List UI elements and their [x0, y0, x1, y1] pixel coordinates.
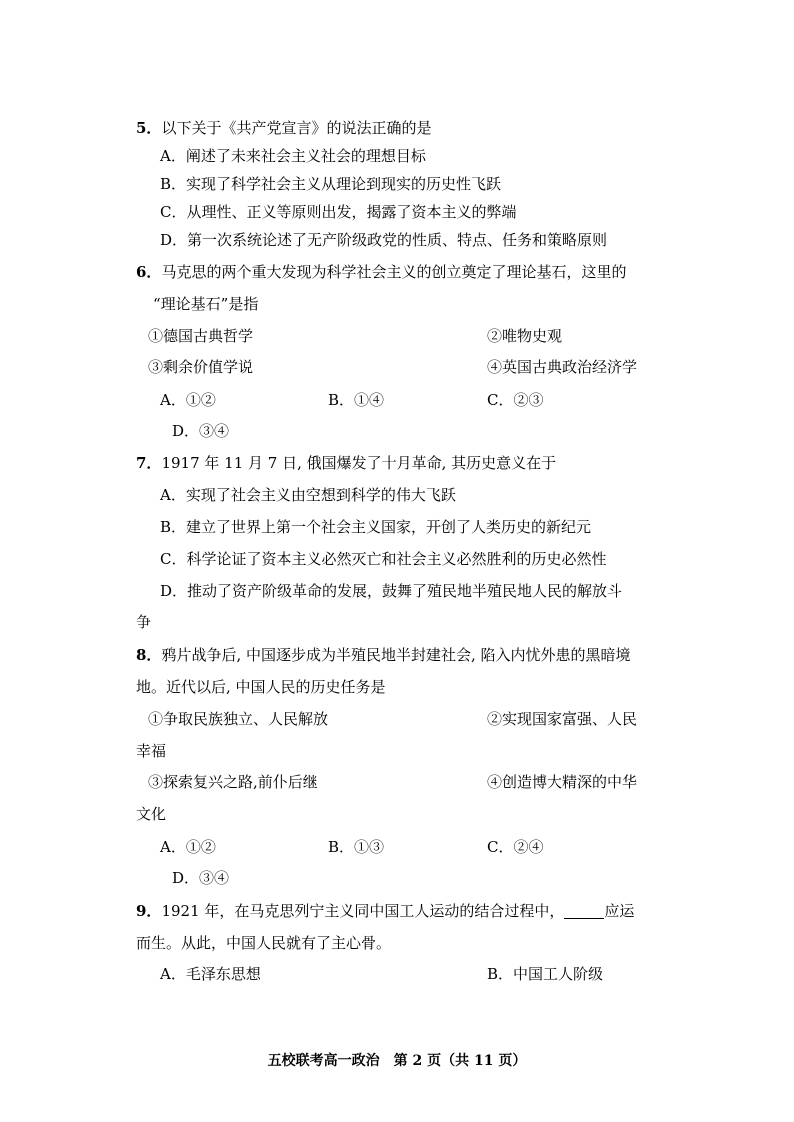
q8-statement-1: ①争取民族独立、人民解放 [148, 710, 329, 728]
q7-option-b: B．建立了世界上第一个社会主义国家，开创了人类历史的新纪元 [160, 518, 592, 536]
q5-number: 5． [136, 119, 162, 137]
q6-statement-2: ②唯物史观 [487, 327, 563, 345]
q8-stem-text-2: 地。近代以后, 中国人民的历史任务是 [136, 678, 386, 696]
q9-stem-text-2: 应运 [604, 902, 635, 920]
q5-option-c: C．从理性、正义等原则出发，揭露了资本主义的弊端 [160, 203, 517, 221]
q5-stem [136, 118, 431, 138]
q7-stem-text: 1917 年 11 月 7 日, 俄国爆发了十月革命, 其历史意义在于 [161, 454, 557, 472]
q6-stem-text-1: 马克思的两个重大发现为科学社会主义的创立奠定了理论基石，这里的 [161, 263, 627, 281]
q8-stem-text-1: 鸦片战争后, 中国逐步成为半殖民地半封建社会, 陷入内忧外患的黑暗境 [161, 646, 631, 664]
q9-stem-text-1: 1921 年，在马克思列宁主义同中国工人运动的结合过程中， [161, 902, 565, 920]
q5-option-a: A．阐述了未来社会主义社会的理想目标 [160, 147, 426, 165]
q5-option-d: D．第一次系统论述了无产阶级政党的性质、特点、任务和策略原则 [160, 231, 608, 249]
q9-option-b: B．中国工人阶级 [487, 965, 604, 983]
q8-option-d: D．③④ [172, 869, 230, 887]
q6-statement-3: ③剩余价值学说 [148, 358, 254, 376]
q6-number: 6． [136, 263, 162, 281]
q6-option-a: A．①② [160, 391, 216, 409]
q6-statement-4: ④英国古典政治经济学 [487, 358, 638, 376]
q8-statement-3: ③探索复兴之路,前仆后继 [148, 773, 318, 791]
q6-stem [136, 262, 626, 282]
q8-option-c: C．②④ [487, 838, 544, 856]
q5-stem-text: 以下关于《共产党宣言》的说法正确的是 [161, 119, 432, 137]
q6-option-b: B．①④ [328, 391, 385, 409]
q8-stem [136, 645, 631, 665]
q8-number: 8． [136, 646, 162, 664]
q8-statement-4-line2: 文化 [136, 805, 167, 823]
q8-statement-4-line1: ④创造博大精深的中华 [487, 773, 638, 791]
q6-stem-text-2: “理论基石”是指 [153, 295, 259, 313]
q9-stem [136, 901, 634, 921]
q9-stem-text-3: 而生。从此，中国人民就有了主心骨。 [136, 934, 392, 952]
q8-statement-2-line2: 幸福 [136, 742, 167, 760]
q8-option-b: B．①③ [328, 838, 385, 856]
q9-number: 9． [136, 902, 162, 920]
q7-number: 7． [136, 454, 162, 472]
q9-option-a: A．毛泽东思想 [160, 965, 261, 983]
q8-statement-2-line1: ②实现国家富强、人民 [487, 710, 638, 728]
q7-option-a: A．实现了社会主义由空想到科学的伟大飞跃 [160, 486, 456, 504]
q7-option-d-line1: D．推动了资产阶级革命的发展，鼓舞了殖民地半殖民地人民的解放斗 [160, 582, 623, 600]
q6-option-d: D．③④ [172, 422, 230, 440]
page-footer: 五校联考高一政治 第 2 页（共 11 页） [267, 1053, 527, 1069]
q5-option-b: B．实现了科学社会主义从理论到现实的历史性飞跃 [160, 175, 502, 193]
q8-option-a: A．①② [160, 838, 216, 856]
q9-answer-blank [564, 902, 604, 919]
q6-statement-1: ①德国古典哲学 [148, 327, 254, 345]
q7-option-c: C．科学论证了资本主义必然灭亡和社会主义必然胜利的历史必然性 [160, 550, 607, 568]
q7-option-d-line2: 争 [136, 613, 152, 631]
q6-option-c: C．②③ [487, 391, 544, 409]
q7-stem [136, 453, 556, 473]
